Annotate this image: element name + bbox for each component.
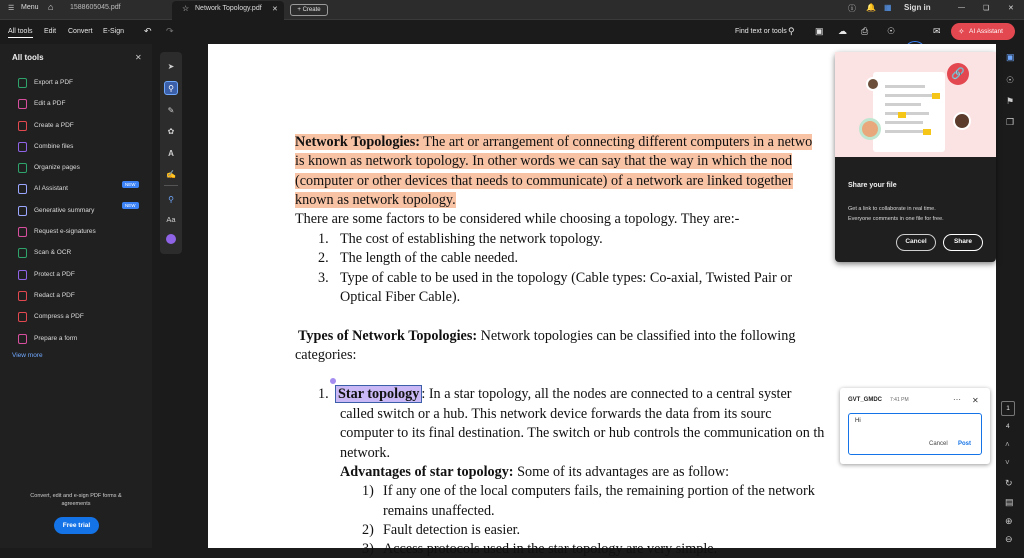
export-pdf-icon bbox=[18, 78, 27, 88]
scan-ocr-icon bbox=[18, 248, 27, 258]
comment-marker-icon[interactable] bbox=[330, 378, 336, 384]
factor-3-num: 3. bbox=[318, 270, 329, 286]
refresh-icon[interactable]: ↻ bbox=[1005, 478, 1013, 488]
compress-pdf-icon bbox=[18, 312, 27, 322]
edit-pdf-icon bbox=[18, 99, 27, 109]
para1-line2-text: is known as network topology. In other words we can say that the way in which the nod bbox=[295, 153, 793, 169]
share-desc-line2: Everyone comments in one file for free. bbox=[848, 216, 944, 222]
adv-1-num: 1) bbox=[362, 483, 374, 499]
illustration-line bbox=[885, 94, 933, 97]
tool-protect-pdf[interactable] bbox=[18, 269, 75, 281]
tool-label: AI Assistant bbox=[34, 185, 68, 192]
tool-label: Scan & OCR bbox=[34, 249, 72, 256]
tool-label: Request e-signatures bbox=[34, 228, 96, 235]
doc-star-line3: computer to its final destination. The switch or hub controls the communication on th bbox=[340, 425, 825, 441]
ai-assistant-button[interactable] bbox=[951, 23, 1015, 40]
close-tab-icon[interactable]: ✕ bbox=[272, 6, 278, 13]
illustration-line bbox=[885, 121, 923, 124]
illustration-line bbox=[885, 85, 925, 88]
apps-grid-icon[interactable]: ▦ bbox=[884, 3, 892, 12]
promo-text-line2: agreements bbox=[61, 501, 91, 507]
menu-convert[interactable]: Convert bbox=[68, 28, 93, 35]
star-colon: : bbox=[421, 386, 426, 402]
undo-icon[interactable]: ↶ bbox=[144, 26, 152, 36]
find-text-or-tools[interactable]: Find text or tools bbox=[735, 28, 787, 35]
comment-input[interactable] bbox=[848, 413, 982, 455]
zoom-out-icon[interactable]: ⊖ bbox=[1005, 534, 1013, 544]
font-size-icon[interactable]: Aa bbox=[166, 215, 176, 224]
menu-edit[interactable]: Edit bbox=[44, 28, 57, 35]
menu-esign[interactable]: E-Sign bbox=[103, 28, 125, 35]
menu-button[interactable]: Menu bbox=[21, 4, 39, 11]
print-icon[interactable]: ⎙ bbox=[861, 26, 869, 36]
text-box-icon[interactable]: A bbox=[168, 149, 174, 158]
help-icon[interactable]: ⓘ bbox=[848, 4, 856, 13]
adv-2-text: Fault detection is easier. bbox=[383, 522, 521, 538]
select-cursor-icon[interactable]: ➤ bbox=[167, 62, 175, 71]
ai-chat-icon[interactable]: ☉ bbox=[1006, 75, 1015, 85]
upload-icon[interactable]: ☁ bbox=[838, 26, 847, 36]
color-picker-icon[interactable] bbox=[166, 234, 176, 244]
tool-label: Prepare a form bbox=[34, 335, 78, 342]
protect-icon[interactable]: ☉ bbox=[887, 26, 896, 36]
comments-panel-icon[interactable]: ▣ bbox=[1006, 52, 1015, 62]
page-down-icon[interactable]: ˅ bbox=[1005, 458, 1010, 467]
right-rail bbox=[996, 44, 1024, 548]
tool-create-pdf[interactable] bbox=[18, 120, 74, 132]
page-up-icon[interactable]: ˄ bbox=[1005, 440, 1010, 449]
bookmark-icon[interactable]: ⚑ bbox=[1006, 96, 1015, 106]
factor-1-num: 1. bbox=[318, 231, 329, 247]
tool-label: Organize pages bbox=[34, 164, 80, 171]
comment-time: 7:41 PM bbox=[890, 397, 909, 403]
more-options-icon[interactable]: ⋯ bbox=[953, 395, 961, 404]
protect-pdf-icon bbox=[18, 270, 27, 280]
avatar bbox=[859, 118, 881, 140]
view-more-link[interactable]: View more bbox=[12, 352, 43, 359]
doc-para1-line1 bbox=[295, 133, 812, 151]
sign-in-button[interactable]: Sign in bbox=[904, 3, 931, 12]
total-pages: 4 bbox=[1006, 423, 1010, 430]
tool-label: Compress a PDF bbox=[34, 313, 84, 320]
para1-line3-text: (computer or other devices that needs to communicate) of a network are linked together bbox=[295, 173, 793, 189]
combine-files-icon bbox=[18, 142, 27, 152]
tool-label: Edit a PDF bbox=[34, 100, 66, 107]
tool-generative-summary[interactable] bbox=[18, 205, 94, 217]
promo-text-line1: Convert, edit and e-sign PDF forms & bbox=[30, 493, 122, 499]
tool-compress-pdf[interactable] bbox=[18, 311, 84, 323]
advantages-heading: Advantages of star topology: bbox=[340, 464, 514, 480]
adv-1-line2: remains unaffected. bbox=[383, 503, 495, 519]
notifications-icon[interactable]: 🔔 bbox=[866, 3, 876, 12]
tab-label: Network Topology.pdf bbox=[195, 5, 262, 12]
lasso-icon[interactable]: ✿ bbox=[167, 127, 175, 136]
doc-para1-line4 bbox=[295, 191, 456, 209]
new-badge: NEW bbox=[122, 202, 139, 209]
free-trial-button[interactable]: Free trial bbox=[54, 517, 99, 534]
request-esignatures-icon bbox=[18, 227, 27, 237]
tool-label: Create a PDF bbox=[34, 122, 74, 129]
factor-3-line2: Optical Fiber Cable). bbox=[340, 289, 461, 305]
star-topology-selected-text[interactable]: Star topology bbox=[338, 386, 420, 402]
star-num: 1. bbox=[318, 386, 329, 402]
tool-request-esignatures[interactable] bbox=[18, 226, 96, 238]
prepare-form-icon bbox=[18, 334, 27, 344]
comment-text: Hi bbox=[855, 418, 861, 424]
share-file-popup bbox=[835, 52, 996, 262]
para1-line1-text: The art or arrangement of connecting different computers in a netwo bbox=[419, 134, 813, 150]
new-badge: NEW bbox=[122, 181, 139, 188]
zoom-in-icon[interactable]: ⊕ bbox=[1005, 516, 1013, 526]
tool-label: Export a PDF bbox=[34, 79, 74, 86]
tool-combine-files[interactable] bbox=[18, 141, 73, 153]
link-badge-icon: 🔗 bbox=[947, 63, 969, 85]
share-illustration bbox=[835, 52, 996, 157]
doc-para1-line3 bbox=[295, 172, 793, 190]
types-line1-text: Network topologies can be classified into the following bbox=[477, 328, 796, 344]
factor-2-num: 2. bbox=[318, 250, 329, 266]
adv-1-text: If any one of the local computers fails, the remaining portion of the network bbox=[383, 483, 815, 499]
create-button[interactable]: + Create bbox=[290, 4, 328, 16]
tool-label: Protect a PDF bbox=[34, 271, 75, 278]
document-icon[interactable]: ▤ bbox=[1005, 497, 1014, 507]
types-heading: Types of Network Topologies: bbox=[298, 328, 478, 344]
illustration-line bbox=[885, 112, 929, 115]
factor-3-text: Type of cable to be used in the topology (Cable types: Co-axial, Twisted Pair or bbox=[340, 270, 793, 286]
comment-bubble-icon bbox=[932, 93, 940, 99]
tool-label: Redact a PDF bbox=[34, 292, 75, 299]
share-desc-line1: Get a link to collaborate in real time. bbox=[848, 206, 936, 212]
doc-advantages-line bbox=[340, 463, 729, 481]
ai-assistant-label: AI Assistant bbox=[969, 28, 1003, 35]
maximize-icon[interactable]: ❏ bbox=[983, 5, 990, 12]
star-icon[interactable]: ☆ bbox=[182, 4, 190, 13]
add-comment-icon[interactable]: ⚲ bbox=[164, 81, 178, 95]
current-page-input[interactable]: 1 bbox=[1001, 401, 1015, 416]
hamburger-icon[interactable]: ☰ bbox=[8, 5, 15, 12]
pin-icon[interactable]: ⚲ bbox=[168, 195, 174, 204]
close-comment-icon[interactable]: ✕ bbox=[972, 396, 979, 405]
doc-star-line1 bbox=[336, 385, 792, 403]
divider bbox=[164, 185, 178, 186]
tab-1588605045[interactable]: 1588605045.pdf bbox=[70, 4, 121, 11]
adv-2-num: 2) bbox=[362, 522, 374, 538]
doc-para2: There are some factors to be considered while choosing a topology. They are:- bbox=[295, 211, 740, 227]
create-pdf-icon bbox=[18, 121, 27, 131]
quick-tools-bar bbox=[160, 52, 182, 254]
avatar bbox=[953, 112, 971, 130]
doc-types-line1 bbox=[298, 327, 795, 345]
adv-3-num: 3) bbox=[362, 541, 374, 557]
network-topologies-heading: Network Topologies: bbox=[295, 134, 420, 150]
factor-2-text: The length of the cable needed. bbox=[340, 250, 519, 266]
save-icon[interactable]: ▣ bbox=[815, 26, 824, 36]
comment-bubble-icon bbox=[923, 129, 931, 135]
star-line1-text: In a star topology, all the nodes are connected to a central syster bbox=[425, 386, 792, 402]
all-tools-panel bbox=[0, 44, 152, 548]
email-icon[interactable]: ✉ bbox=[933, 26, 941, 36]
close-panel-icon[interactable]: ✕ bbox=[135, 53, 142, 62]
minimize-icon[interactable]: — bbox=[958, 4, 965, 11]
panel-title: All tools bbox=[12, 53, 44, 62]
tool-redact-pdf[interactable] bbox=[18, 290, 75, 302]
doc-star-line4: network. bbox=[340, 445, 391, 461]
comment-author: GVT_GMDC bbox=[848, 397, 883, 403]
tool-export-pdf[interactable] bbox=[18, 77, 73, 89]
para1-line4-text: known as network topology. bbox=[295, 192, 456, 208]
tool-label: Combine files bbox=[34, 143, 74, 150]
share-button[interactable]: Share bbox=[943, 234, 983, 251]
tool-organize-pages[interactable] bbox=[18, 162, 80, 174]
window-close-icon[interactable]: ✕ bbox=[1008, 5, 1014, 12]
main-toolbar bbox=[0, 20, 1024, 44]
doc-star-line2: called switch or a hub. This network device forwards the data from its sourc bbox=[340, 406, 772, 422]
comment-box bbox=[840, 388, 990, 464]
tool-label: Generative summary bbox=[34, 207, 95, 214]
share-cancel-button[interactable]: Cancel bbox=[896, 234, 936, 251]
ai-assistant-tool-icon bbox=[18, 184, 27, 194]
avatar bbox=[866, 77, 880, 91]
comment-cancel-button[interactable]: Cancel bbox=[929, 441, 948, 447]
search-icon[interactable]: ⚲ bbox=[788, 26, 795, 36]
advantages-text: Some of its advantages are as follow: bbox=[513, 464, 730, 480]
share-title: Share your file bbox=[848, 182, 897, 189]
illustration-line bbox=[885, 103, 921, 106]
home-icon[interactable]: ⌂ bbox=[48, 2, 54, 12]
title-bar bbox=[0, 0, 1024, 20]
signature-icon[interactable]: ✍ bbox=[166, 170, 176, 179]
tab-network-topology[interactable] bbox=[172, 1, 284, 20]
redact-pdf-icon bbox=[18, 291, 27, 301]
tool-prepare-form[interactable] bbox=[18, 333, 77, 345]
comment-bubble-icon bbox=[898, 112, 906, 118]
adv-3-text: Access protocols used in the star topology are very simple. bbox=[383, 541, 718, 557]
doc-types-line2: categories: bbox=[295, 347, 357, 363]
tool-scan-ocr[interactable] bbox=[18, 247, 71, 259]
organize-pages-icon bbox=[18, 163, 27, 173]
menu-all-tools[interactable]: All tools bbox=[8, 28, 33, 38]
pages-icon[interactable]: ❐ bbox=[1006, 117, 1015, 127]
pen-icon[interactable]: ✎ bbox=[167, 106, 175, 115]
tool-ai-assistant[interactable] bbox=[18, 183, 68, 195]
generative-summary-icon bbox=[18, 206, 27, 216]
comment-post-button[interactable]: Post bbox=[958, 441, 972, 447]
doc-para1-line2 bbox=[295, 152, 792, 170]
redo-icon[interactable]: ↷ bbox=[166, 26, 174, 36]
factor-1-text: The cost of establishing the network topology. bbox=[340, 231, 603, 247]
tool-edit-pdf[interactable] bbox=[18, 98, 65, 110]
ai-assistant-icon: ✧ bbox=[958, 27, 965, 36]
